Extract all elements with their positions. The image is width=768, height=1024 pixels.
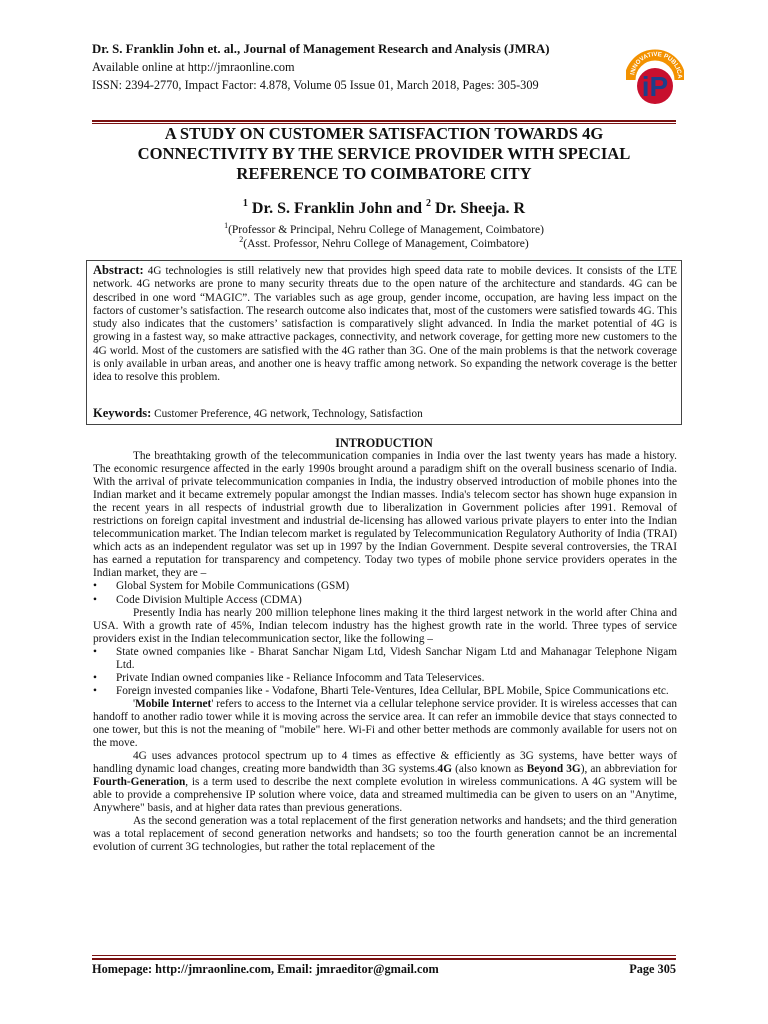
keywords-label: Keywords: bbox=[93, 406, 152, 420]
list-item: • Foreign invested companies like - Vodafone, Bharti Tele-Ventures, Idea Cellular, BPL Mobile, Spice Communications etc. bbox=[93, 684, 669, 697]
abstract-text: 4G technologies is still relatively new that provides high speed data rate to mobile devices. It consists of the LTE network. 4G networks are prone to many security threats due to the open nature of the architecture and standards. 4G can be described in one word “MAGIC”. The variables such as age group, gender income, occupation, are having less impact on the factors of customer’s satisfaction. The research outcome also indicates that, most of the customers were satisfied towards 4G. This study also indicates that the customers’ satisfaction is comparatively slight advanced. In India the market potential of 4G is growing in a fastest way, so make attractive packages, connectivity, and network coverage, for getting more new customers to the 4G world. Most of the customers are satisfied with the 4G rather than 3G. One of the main problems is that the network coverage is only available in urban areas, and another one is heavy traffic among network. So expanding the network coverage is the better idea to resolve this problem. bbox=[93, 265, 677, 384]
publisher-logo-icon bbox=[626, 36, 684, 116]
affiliation-sup: 1 bbox=[224, 221, 229, 230]
list-item: • Global System for Mobile Communications (GSM) bbox=[93, 580, 350, 593]
abstract bbox=[93, 264, 677, 385]
paragraph: The breathtaking growth of the telecommunication companies in India over the last twenty years has made a history. The economic resurgence affected in the early 1990s brought around a paradigm shift on the overall business scenario of India. With the arrival of private telecommunication companies in India, the industry observed introduction of mobile phones into the Indian market and it became extremely popular amongst the Indian masses. India's telecom sector has shown huge expansion in the recent years in all respects of industrial growth due to liberalization in Government policies after 1991. Removal of restrictions on foreign capital investment and industrial de-licensing has allowed various private players to enter into the Indian telecommunication market. The Indian telecom market is regulated by Telecommunication Regulatory Authority of India (TRAI) which acts as an independent regulator was set up in 1997 by the Indian Government. Despite several controversies, the TRAI has earned a reputation for transparency and competency. Today two types of mobile phone service providers operates in the Indian market, they are – bbox=[93, 450, 677, 580]
title-line: CONNECTIVITY BY THE SERVICE PROVIDER WITH SPECIAL bbox=[137, 144, 631, 163]
journal-header bbox=[92, 40, 632, 94]
paragraph-text: (also known as bbox=[451, 763, 527, 776]
publisher-logo bbox=[626, 36, 684, 116]
paragraph bbox=[93, 750, 677, 815]
title-line: A STUDY ON CUSTOMER SATISFACTION TOWARDS 4G bbox=[164, 124, 604, 143]
bullet-list bbox=[93, 580, 677, 606]
author-sup: 2 bbox=[426, 198, 432, 209]
list-item-text: Global System for Mobile Communications (GSM) bbox=[116, 580, 350, 593]
affiliation-text: (Professor & Principal, Nehru College of Management, Coimbatore) bbox=[228, 224, 544, 236]
paragraph bbox=[93, 698, 677, 750]
list-item-text: Code Division Multiple Access (CDMA) bbox=[116, 593, 302, 606]
affiliation-text: (Asst. Professor, Nehru College of Management, Coimbatore) bbox=[243, 238, 529, 250]
list-item-text: Foreign invested companies like - Vodafone, Bharti Tele-Ventures, Idea Cellular, BPL Mobile, Spice Communications etc. bbox=[116, 684, 669, 697]
paragraph-text: ), an abbreviation for bbox=[580, 763, 678, 776]
abstract-label: Abstract: bbox=[93, 263, 144, 277]
keywords-text: Customer Preference, 4G network, Technology, Satisfaction bbox=[154, 408, 423, 420]
available-online: Available online at http://jmraonline.com bbox=[92, 60, 295, 74]
footer-rule bbox=[92, 955, 676, 956]
page-footer bbox=[92, 962, 676, 977]
author-1: Dr. S. Franklin John and bbox=[251, 200, 423, 217]
author-2: Dr. Sheeja. R bbox=[435, 200, 526, 217]
introduction-body bbox=[93, 450, 677, 854]
affiliation-sup: 2 bbox=[239, 235, 244, 244]
paragraph: As the second generation was a total replacement of the first generation networks and handsets; and the third generation was a total replacement of second generation networks and handsets; so too the fourth generation cannot be an incremental evolution of current 3G technologies, but rather the total replacement of the bbox=[93, 815, 677, 854]
keywords bbox=[93, 406, 677, 421]
quote-mark: ' bbox=[133, 697, 136, 710]
paragraph: Presently India has nearly 200 million telephone lines making it the third largest network in the world after China and USA. With a growth rate of 45%, Indian telecom industry has the highest growth rate in the world. Three types of service providers exist in the Indian telecommunication sector, like the following – bbox=[93, 606, 677, 645]
footer-homepage: Homepage: http://jmraonline.com, Email: jmraeditor@gmail.com bbox=[92, 962, 439, 976]
list-item-text: Private Indian owned companies like - Reliance Infocomm and Tata Teleservices. bbox=[116, 671, 485, 684]
affiliation-2 bbox=[92, 233, 676, 251]
bold-term: Beyond 3G bbox=[526, 763, 581, 776]
list-item: • Private Indian owned companies like - Reliance Infocomm and Tata Teleservices. bbox=[93, 671, 485, 684]
list-item-text: State owned companies like - Bharat Sanchar Nigam Ltd, Videsh Sanchar Nigam Ltd and Mahanagar Telephone Nigam Ltd. bbox=[116, 645, 677, 671]
author-line bbox=[92, 198, 676, 218]
section-heading: INTRODUCTION bbox=[335, 436, 433, 450]
footer-rule-thick bbox=[92, 958, 676, 960]
page-number: Page 305 bbox=[629, 962, 676, 976]
paper-title bbox=[92, 124, 676, 184]
paragraph-text: , is a term used to describe the next complete evolution in wireless communications. A 4G system will be able to provide a comprehensive IP solution where voice, data and streamed multimedia can be given to users on an "Anytime, Anywhere" basis, and at higher data rates than previous generations. bbox=[93, 776, 677, 815]
bold-term: Fourth-Generation bbox=[93, 776, 186, 789]
title-line: REFERENCE TO COIMBATORE CITY bbox=[236, 164, 532, 183]
list-item: • Code Division Multiple Access (CDMA) bbox=[93, 593, 302, 606]
list-item: • State owned companies like - Bharat Sanchar Nigam Ltd, Videsh Sanchar Nigam Ltd and Mahanagar Telephone Nigam Ltd. bbox=[93, 645, 677, 671]
logo-mark: iP bbox=[641, 71, 669, 102]
journal-citation: Dr. S. Franklin John et. al., Journal of Management Research and Analysis (JMRA) bbox=[92, 42, 550, 56]
bullet-list bbox=[93, 646, 677, 698]
paragraph-text: ' refers to access to the Internet via a cellular telephone service provider. It is wireless accesses that can handoff to another radio tower while it is moving across the service area. It can refer an immobile device that stays connected to one tower, but this is not the meaning of "mobile" here. Wi-Fi and other better methods are commonly available for users not on the move. bbox=[93, 697, 677, 750]
author-sup: 1 bbox=[242, 198, 248, 209]
header-rule bbox=[92, 120, 676, 122]
issn-line: ISSN: 2394-2770, Impact Factor: 4.878, Volume 05 Issue 01, March 2018, Pages: 305-309 bbox=[92, 78, 539, 92]
paragraph-text: 4G uses advances protocol spectrum up to 4 times as effective & efficiently as 3G systems, have better ways of handling dynamic load changes, creating more bandwidth than 3G systems. bbox=[93, 750, 677, 776]
logo-arc-text: INNOVATIVE PUBLICA bbox=[629, 50, 684, 79]
bold-term: Mobile Internet bbox=[135, 697, 212, 710]
bold-term: 4G bbox=[437, 763, 452, 776]
